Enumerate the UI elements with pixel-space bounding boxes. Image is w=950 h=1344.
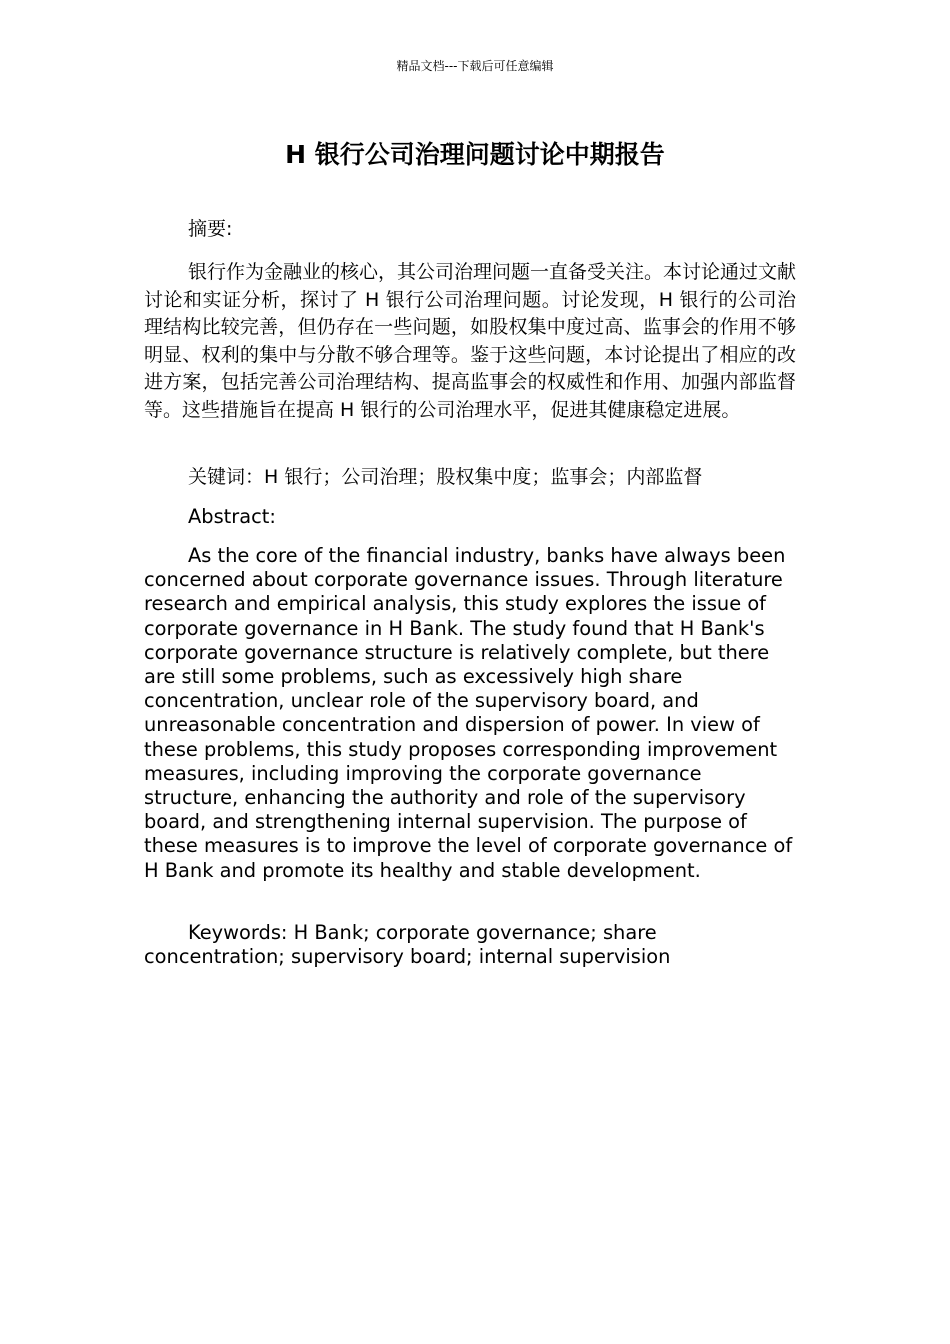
abstract-cn-label: 摘要: [188,218,233,240]
keywords-en: Keywords: H Bank; corporate governance; share concentration; supervisory board; internal supervision [144,921,671,969]
abstract-en-label: Abstract: [188,505,276,528]
header-note: 精品文档---下载后可任意编辑 [396,59,554,73]
keywords-cn: 关键词：H 银行；公司治理；股权集中度；监事会；内部监督 [188,466,703,488]
page-title: H 银行公司治理问题讨论中期报告 [285,140,665,169]
abstract-cn-body: 银行作为金融业的核心，其公司治理问题一直备受关注。本讨论通过文献讨论和实证分析，探讨了 H 银行公司治理问题。讨论发现，H 银行的公司治理结构比较完善，但仍存在一些问题，如股权集中度过高、监事会的作用不够明显、权利的集中与分散不够合理等。鉴于这些问题，本讨论提出了相应的改进方案，包括完善公司治理结构、提高监事会的权威性和作用、加强内部监督等。这些措施旨在提高 H 银行的公司治理水平，促进其健康稳定进展。 [144,261,797,421]
abstract-en-body: As the core of the financial industry, banks have always been concerned about corporate governance issues. Through literature research and empirical analysis, this study explores the issue of corporate governance in H Bank. The study found that H Bank's corporate governance structure is relatively complete, but there are still some problems, such as excessively high share concentration, unclear role of the supervisory board, and unreasonable concentration and dispersion of power. In view of these problems, this study proposes corresponding improvement measures, including improving the corporate governance structure, enhancing the authority and role of the supervisory board, and strengthening internal supervision. The purpose of these measures is to improve the level of corporate governance of H Bank and promote its healthy and stable development. [144,544,793,882]
